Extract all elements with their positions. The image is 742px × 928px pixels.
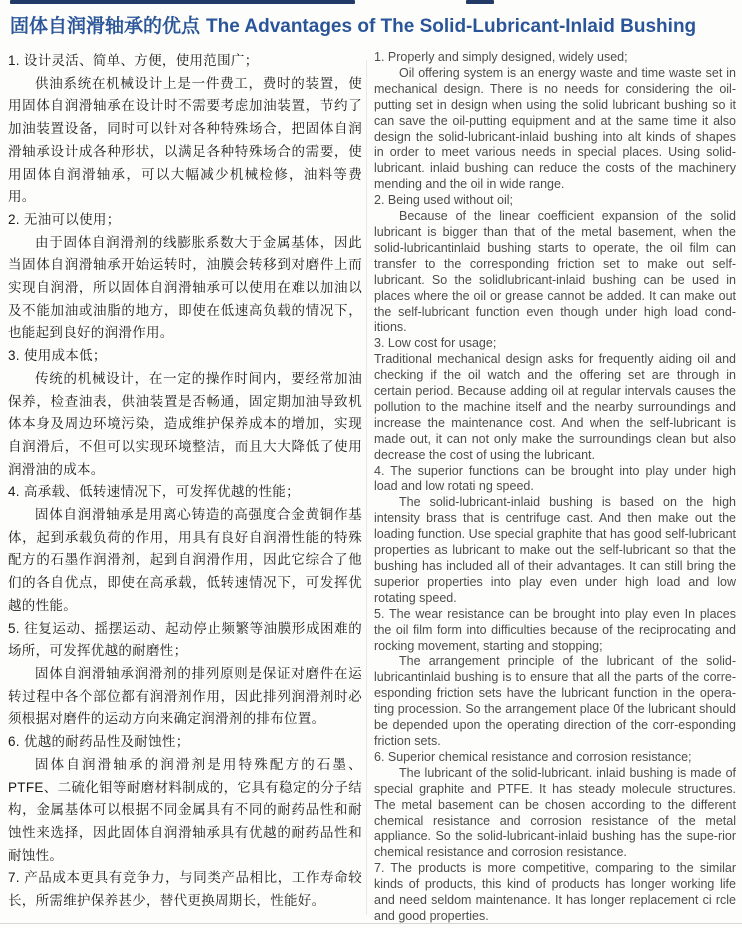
section-heading: 4. 高承载、低转速情况下，可发挥优越的性能； <box>8 484 300 500</box>
two-column-body <box>0 50 742 928</box>
section-paragraph: Traditional mechanical design asks for frequently aiding oil and checking if the oil watch and the offering set are through in certain period. Because adding oil at regular intervals causes the pollution to the machine itself and the nearby surroundings and increase the maintenance cost. And when the self-lubricant is made out, it can not only make the surroundings clean but also decrease the cost of using the lubricant. <box>374 352 736 462</box>
section-heading: 6. 优越的耐药品性及耐蚀性； <box>8 734 190 750</box>
page-title-english: The Advantages of The Solid-Lubricant-Inlaid Bushing <box>206 16 697 37</box>
english-text-column <box>374 50 736 925</box>
section-heading: 4. The superior functions can be brought into play under high load and low rotati ng speed. <box>374 463 736 494</box>
section-heading: 3. Low cost for usage; <box>374 336 497 351</box>
section-heading: 7. The products is more competitive, comparing to the similar kinds of products, this kind of products has longer working life and need seldom maintenance. It has longer replacement ci rcle and good properties. <box>374 861 736 923</box>
section-heading: 2. Being used without oil; <box>374 193 513 208</box>
section-heading: 5. The wear resistance can be brought into play even In places the oil film form into difficulties because of the reciprocating and rocking movement, starting and stopping; <box>374 606 736 653</box>
section-heading: 5. 往复运动、摇摆运动、起动停止频繁等油膜形成困难的场所，可发挥优越的耐磨性； <box>8 620 362 659</box>
header-bar-remnant <box>0 0 742 5</box>
section-paragraph: 固体自润滑轴承的润滑剂是用特殊配方的石墨、PTFE、二硫化钼等耐磨材料制成的，它具有稳定的分子结构，金属基体可以根据不同金属具有不同的耐药品性和耐蚀性来选择，因此固体自润滑轴承具有优越的耐药品性和耐蚀性。 <box>8 756 362 863</box>
section-paragraph: 固体自润滑轴承润滑剂的排列原则是保证对磨件在运转过程中各个部位都有润滑剂作用，因此排列润滑剂时必须根据对磨件的运动方向来确定润滑剂的排布位置。 <box>8 665 362 727</box>
section-heading: 6. Superior chemical resistance and corrosion resistance; <box>374 749 692 764</box>
column-divider <box>366 60 367 915</box>
section-paragraph: 传统的机械设计，在一定的操作时间内，要经常加油保养，检查油表，供油装置是否畅通，固定期加油导致机体本身及周边环境污染，造成维护保养成本的增加，实现自润滑后，不但可以实现环境整洁，而且大大降低了使用润滑油的成本。 <box>8 370 362 477</box>
header-bar-segment <box>466 0 494 4</box>
page-title <box>10 11 730 38</box>
page-title-chinese: 固体自润滑轴承的优点 <box>10 16 201 37</box>
section-paragraph: Oil offering system is an energy waste and time waste set in mechanical design. There is no needs for considering the oil-putting set in design when using the solid lubricant bushing so it can save the oil-putting equipment and at the same time it also design the solid-lubricant-inlaid bushing into alt kinds of shapes in order to meet various needs in special places. Using solid-lubricant. inlaid bushing can reduce the costs of the machinery mending and the oil in wide range. <box>374 65 736 192</box>
page-bottom-edge <box>0 923 742 924</box>
section-paragraph: 供油系统在机械设计上是一件费工，费时的装置，使用固体自润滑轴承在设计时不需要考虑加油装置，节约了加油装置设备，同时可以针对各种特殊场合，把固体自润滑轴承设计成各种形状，以满足各种特殊场合的需要，使用固体自润滑轴承，可以大幅减少机械检修，油料等费用。 <box>8 75 362 205</box>
section-heading: 1. 设计灵活、简单、方便，使用范围广； <box>8 53 259 68</box>
section-heading: 3. 使用成本低； <box>8 348 107 364</box>
section-paragraph: The solid-lubricant-inlaid bushing is based on the high intensity brass that is centrifuge cast. And then make out the loading function. Use special graphite that has good self-lubricant properties as lubricant to make out the self-lubricant so that the bushing has included all of their advantages. It can still bring the superior properties into play even under high load and low rotating speed. <box>374 495 736 605</box>
section-paragraph: 由于固体自润滑剂的线膨胀系数大于金属基体，因此当固体自润滑轴承开始运转时，油膜会转移到对磨件上而实现自润滑，所以固体自润滑轴承可以使用在难以加油以及不能加油或油脂的地方，即使在低速高负载的情况下，也能起到良好的润滑作用。 <box>8 234 362 341</box>
section-heading: 7. 产品成本更具有竞争力，与同类产品相比，工作寿命较长，所需维护保养甚少，替代更换周期长，性能好。 <box>8 870 362 909</box>
section-paragraph: Because of the linear coefficient expansion of the solid lubricant is bigger than that of the metal basement, when the solid-lubricantinlaid bushing starts to operate, the oil film can transfer to the corresponding friction set to make out self-lubricant. So the solidlubricant-inlaid bushing can be used in places where the oil or grease cannot be added. It can make out the self-lubricant function even though under high load cond-itions. <box>374 209 736 335</box>
section-paragraph: The lubricant of the solid-lubricant. inlaid bushing is made of special graphite and PTFE. It has steady molecule structures. The metal basement can be chosen according to the different chemical resistance and corrosion resistance of the metal appliance. So the solid-lubricant-inlaid bushing has the supe-rior chemical resistance and corrosion resistance. <box>374 765 736 860</box>
section-heading: 2. 无油可以使用； <box>8 211 121 227</box>
section-heading: 1. Properly and simply designed, widely used; <box>374 50 628 64</box>
section-paragraph: The arrangement principle of the lubricant of the solid-lubricantinlaid bushing is to ensure that all the parts of the corre-esponding friction sets have the lubricant function in the opera-ting procession. So the arrangement place 0f the lubricant should be depended upon the operating direction of the corr-esponding friction sets. <box>374 654 736 748</box>
chinese-text-column <box>8 50 362 913</box>
header-bar-segment <box>10 0 355 4</box>
section-paragraph: 固体自润滑轴承是用离心铸造的高强度合金黄铜作基体，起到承载负荷的作用，用具有良好自润滑性能的特殊配方的石墨作润滑剂，起到自润滑作用，因此它综合了他们的各自优点，即使在高承载，低转速情况下，可发挥优越的性能。 <box>8 507 362 613</box>
